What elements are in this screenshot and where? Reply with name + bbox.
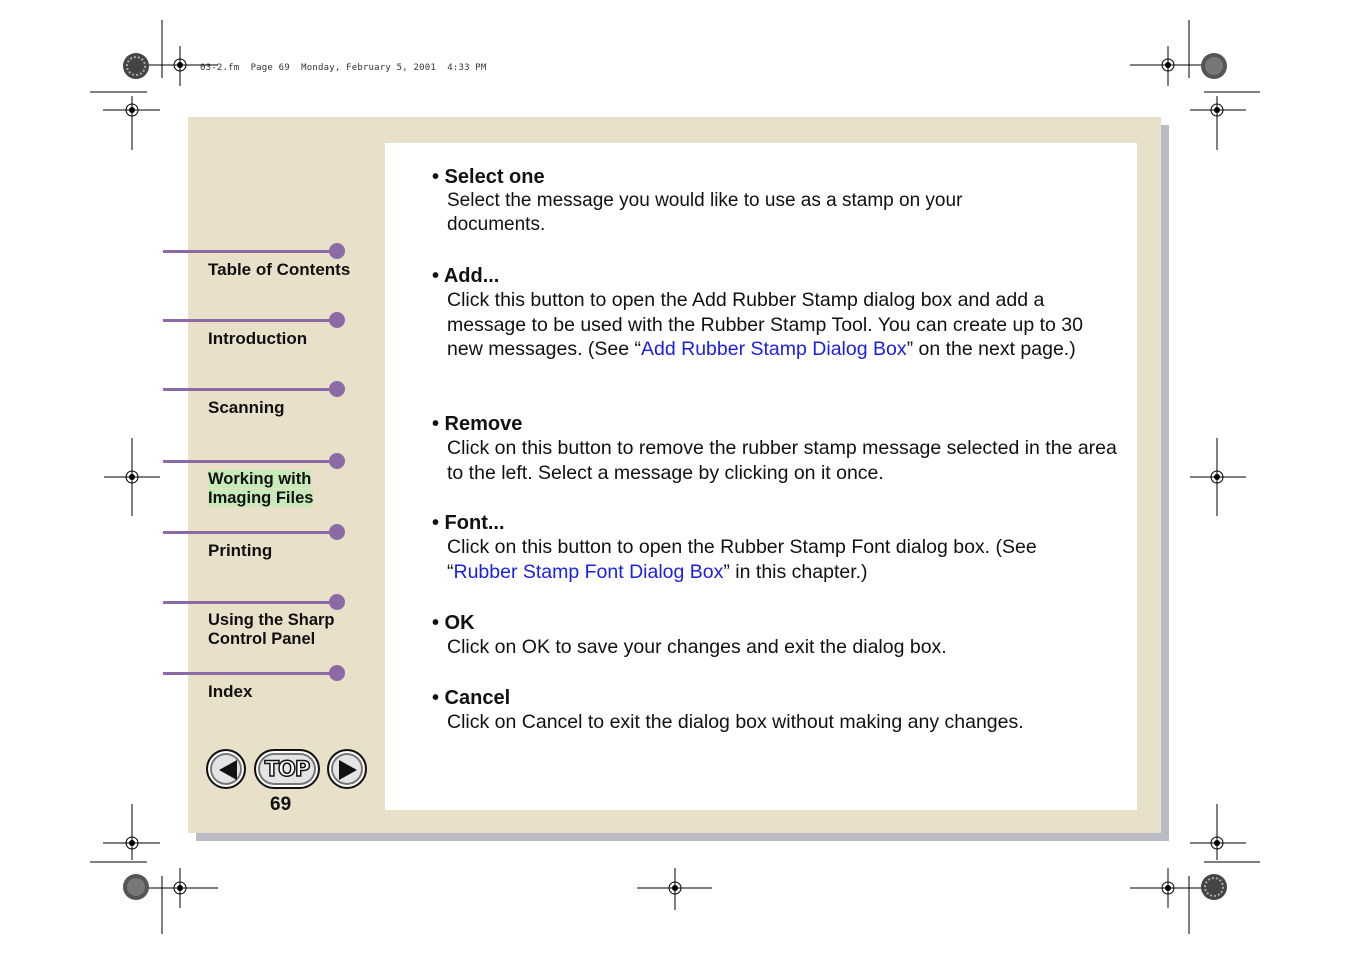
nav-rule: [163, 460, 335, 463]
entry-description: Select the message you would like to use as a stamp on your documents.: [447, 190, 963, 235]
sidebar-item-label[interactable]: Introduction: [208, 329, 308, 348]
page-number: 69: [270, 794, 292, 815]
rubber-stamp-font-dialog-box-link[interactable]: Rubber Stamp Font Dialog Box: [453, 560, 724, 583]
entry-remove: [432, 412, 1122, 485]
entry-term: • Select one: [432, 166, 545, 188]
entry-description: Click on OK to save your changes and exit the dialog box.: [447, 636, 947, 658]
entry-ok: [432, 611, 1122, 660]
entry-description: [447, 288, 1117, 362]
entry-term: • OK: [432, 612, 475, 634]
nav-rule: [163, 672, 335, 675]
entry-select-one: [432, 165, 1122, 237]
entry-term: • Font...: [432, 512, 505, 534]
add-rubber-stamp-dialog-box-link[interactable]: Add Rubber Stamp Dialog Box: [641, 338, 907, 360]
nav-bullet-icon: [329, 381, 345, 397]
description-text: Click on this button to open the Rubber Stamp Font dialog box. (See “: [447, 536, 1037, 583]
nav-bullet-icon: [329, 243, 345, 259]
sidebar-item-label[interactable]: Using the Sharp Control Panel: [208, 611, 335, 648]
entry-description: Click on this button to remove the rubber stamp message selected in the area to the left. Select a message by clicking on it once.: [447, 437, 1117, 484]
sidebar-item-label[interactable]: Printing: [208, 541, 273, 560]
nav-rule: [163, 601, 335, 604]
nav-bullet-icon: [329, 665, 345, 681]
description-text: ” on the next page.): [906, 338, 1076, 360]
top-button-label: TOP: [264, 757, 310, 781]
description-text: ” in this chapter.): [723, 560, 868, 583]
top-button[interactable]: [254, 749, 320, 789]
right-arrow-icon: [336, 758, 360, 782]
nav-bullet-icon: [329, 453, 345, 469]
entry-term: • Remove: [432, 413, 523, 435]
sidebar-item-label[interactable]: Scanning: [208, 398, 285, 417]
entry-term: • Add...: [432, 265, 500, 287]
nav-bullet-icon: [329, 524, 345, 540]
entry-add: [432, 264, 1122, 362]
description-text: Click this button to open the Add Rubber Stamp dialog box and add a message to be used with the Rubber Stamp Tool. You can create up to 30 new messages. (See “: [447, 289, 1083, 360]
entry-term: • Cancel: [432, 687, 511, 709]
entry-cancel: [432, 686, 1122, 735]
nav-rule: [163, 388, 335, 391]
sidebar-item-label[interactable]: Table of Contents: [208, 260, 351, 279]
entry-description: [447, 535, 1087, 584]
current-section-highlight: Working with Imaging Files: [208, 470, 314, 507]
page-navigation: [206, 749, 371, 793]
nav-bullet-icon: [329, 594, 345, 610]
next-page-button[interactable]: [327, 749, 367, 789]
sidebar-item-label[interactable]: [208, 470, 313, 508]
entry-font: [432, 511, 1122, 584]
previous-page-button[interactable]: [206, 749, 246, 789]
sidebar-item-label[interactable]: Index: [208, 682, 253, 701]
left-arrow-icon: [215, 758, 239, 782]
nav-rule: [163, 531, 335, 534]
nav-rule: [163, 250, 335, 253]
nav-bullet-icon: [329, 312, 345, 328]
nav-rule: [163, 319, 335, 322]
entry-description: Click on Cancel to exit the dialog box without making any changes.: [447, 711, 1024, 733]
print-header: 03-2.fm Page 69 Monday, February 5, 2001 4:33 PM: [200, 63, 487, 73]
